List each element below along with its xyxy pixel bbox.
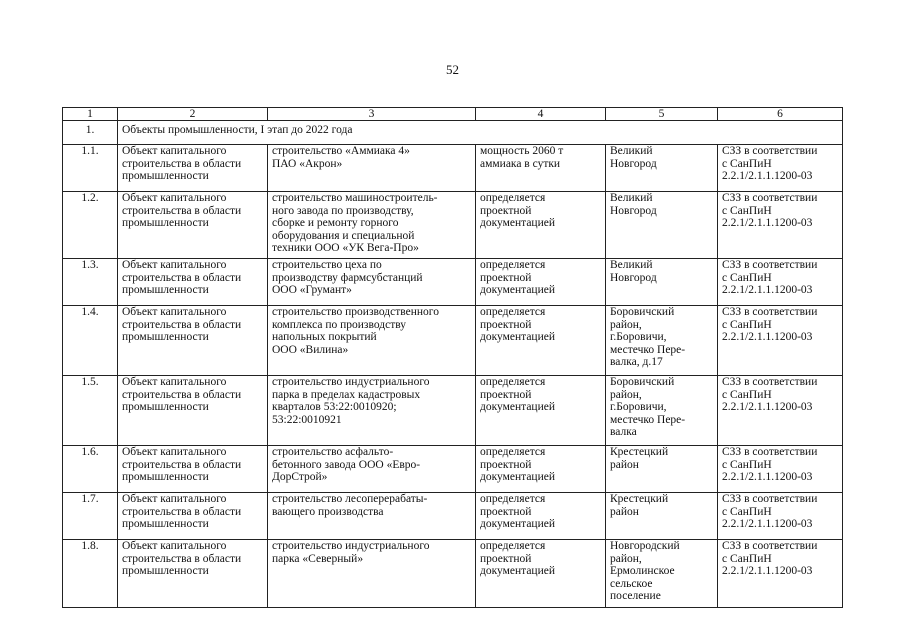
column-header: 6 xyxy=(718,108,843,121)
description-cell xyxy=(268,540,476,608)
cell-line: СЗЗ в соответствии xyxy=(722,446,818,458)
cell-line: проектной xyxy=(480,204,532,217)
cell-line: промышленности xyxy=(122,518,209,530)
object-type-cell xyxy=(118,306,268,376)
cell-line: местечко Пере- xyxy=(610,413,686,426)
cell-line: строительство производственного xyxy=(272,306,439,318)
cell-line: 2.2.1/2.1.1.1200-03 xyxy=(722,331,813,343)
cell-line: валка xyxy=(610,426,637,438)
cell-line: СЗЗ в соответствии xyxy=(722,145,818,157)
cell-line: СЗЗ в соответствии xyxy=(722,306,818,318)
section-title: Объекты промышленности, I этап до 2022 года xyxy=(118,121,843,145)
cell-line: проектной xyxy=(480,552,532,565)
object-type-cell xyxy=(118,446,268,493)
row-number: 1.2. xyxy=(63,192,118,259)
description-cell xyxy=(268,446,476,493)
description-cell xyxy=(268,306,476,376)
cell-line: строительства в области xyxy=(122,271,242,284)
cell-line: кварталов 53:22:0010920; xyxy=(272,401,397,413)
cell-line: определяется xyxy=(480,493,546,505)
cell-line: промышленности xyxy=(122,170,209,182)
object-type-cell xyxy=(118,540,268,608)
row-number: 1.3. xyxy=(63,259,118,306)
table-row xyxy=(63,376,843,446)
sanitary-zone-cell xyxy=(718,493,843,540)
parameters-cell xyxy=(476,446,606,493)
cell-line: Объект капитального xyxy=(122,306,227,318)
cell-line: район, xyxy=(610,388,642,401)
cell-line: Объект капитального xyxy=(122,446,227,458)
cell-line: 2.2.1/2.1.1.1200-03 xyxy=(722,401,813,413)
cell-line: промышленности xyxy=(122,284,209,296)
table-row xyxy=(63,306,843,376)
cell-line: Великий xyxy=(610,145,653,157)
cell-line: техники ООО «УК Вега-Про» xyxy=(272,242,419,254)
sanitary-zone-cell xyxy=(718,540,843,608)
cell-line: строительство асфальто- xyxy=(272,446,394,458)
row-number: 1.1. xyxy=(63,145,118,192)
cell-line: промышленности xyxy=(122,565,209,577)
row-number: 1.7. xyxy=(63,493,118,540)
sanitary-zone-cell xyxy=(718,192,843,259)
row-number: 1.6. xyxy=(63,446,118,493)
column-number-row xyxy=(63,108,843,121)
location-cell xyxy=(606,493,718,540)
cell-line: строительство цеха по xyxy=(272,259,382,271)
cell-line: проектной xyxy=(480,271,532,284)
sanitary-zone-cell xyxy=(718,145,843,192)
cell-line: район xyxy=(610,505,639,518)
table-row xyxy=(63,192,843,259)
location-cell xyxy=(606,446,718,493)
cell-line: с СанПиН xyxy=(722,157,772,170)
cell-line: проектной xyxy=(480,388,532,401)
cell-line: строительства в области xyxy=(122,318,242,331)
description-cell xyxy=(268,376,476,446)
cell-line: г.Боровичи, xyxy=(610,331,667,343)
column-header: 4 xyxy=(476,108,606,121)
cell-line: г.Боровичи, xyxy=(610,401,667,413)
cell-line: Объект капитального xyxy=(122,259,227,271)
cell-line: СЗЗ в соответствии xyxy=(722,259,818,271)
table-row xyxy=(63,446,843,493)
table-row xyxy=(63,145,843,192)
objects-table xyxy=(62,107,843,608)
parameters-cell xyxy=(476,376,606,446)
parameters-cell xyxy=(476,259,606,306)
cell-line: комплекса по производству xyxy=(272,318,407,331)
cell-line: с СанПиН xyxy=(722,204,772,217)
row-number: 1.8. xyxy=(63,540,118,608)
table-row xyxy=(63,540,843,608)
cell-line: Крестецкий xyxy=(610,493,669,505)
location-cell xyxy=(606,259,718,306)
object-type-cell xyxy=(118,259,268,306)
cell-line: ПАО «Акрон» xyxy=(272,157,343,170)
location-cell xyxy=(606,376,718,446)
cell-line: ООО «Грумант» xyxy=(272,284,352,296)
object-type-cell xyxy=(118,145,268,192)
parameters-cell xyxy=(476,306,606,376)
cell-line: строительства в области xyxy=(122,157,242,170)
cell-line: с СанПиН xyxy=(722,318,772,331)
cell-line: с СанПиН xyxy=(722,271,772,284)
cell-line: промышленности xyxy=(122,217,209,229)
cell-line: 2.2.1/2.1.1.1200-03 xyxy=(722,284,813,296)
cell-line: сборке и ремонту горного xyxy=(272,217,399,229)
cell-line: определяется xyxy=(480,446,546,458)
cell-line: местечко Пере- xyxy=(610,343,686,356)
cell-line: Новгородский xyxy=(610,540,680,552)
column-header: 5 xyxy=(606,108,718,121)
cell-line: Объект капитального xyxy=(122,376,227,388)
cell-line: строительство индустриального xyxy=(272,376,430,388)
cell-line: поселение xyxy=(610,590,661,602)
cell-line: строительства в области xyxy=(122,204,242,217)
cell-line: строительства в области xyxy=(122,458,242,471)
cell-line: документацией xyxy=(480,331,555,343)
cell-line: документацией xyxy=(480,565,555,577)
cell-line: строительства в области xyxy=(122,552,242,565)
location-cell xyxy=(606,540,718,608)
cell-line: определяется xyxy=(480,376,546,388)
cell-line: проектной xyxy=(480,458,532,471)
cell-line: сельское xyxy=(610,577,653,590)
table-body xyxy=(63,121,843,608)
cell-line: с СанПиН xyxy=(722,458,772,471)
cell-line: строительства в области xyxy=(122,388,242,401)
cell-line: документацией xyxy=(480,217,555,229)
description-cell xyxy=(268,192,476,259)
cell-line: Объект капитального xyxy=(122,145,227,157)
cell-line: район, xyxy=(610,552,642,565)
cell-line: Боровичский xyxy=(610,306,675,318)
cell-line: район, xyxy=(610,318,642,331)
cell-line: СЗЗ в соответствии xyxy=(722,540,818,552)
cell-line: определяется xyxy=(480,259,546,271)
cell-line: СЗЗ в соответствии xyxy=(722,192,818,204)
cell-line: 2.2.1/2.1.1.1200-03 xyxy=(722,170,813,182)
sanitary-zone-cell xyxy=(718,259,843,306)
cell-line: документацией xyxy=(480,518,555,530)
cell-line: Боровичский xyxy=(610,376,675,388)
cell-line: проектной xyxy=(480,318,532,331)
cell-line: документацией xyxy=(480,284,555,296)
cell-line: район xyxy=(610,458,639,471)
cell-line: документацией xyxy=(480,471,555,483)
cell-line: ООО «Вилина» xyxy=(272,343,349,356)
cell-line: Великий xyxy=(610,192,653,204)
cell-line: Крестецкий xyxy=(610,446,669,458)
cell-line: промышленности xyxy=(122,331,209,343)
cell-line: определяется xyxy=(480,192,546,204)
object-type-cell xyxy=(118,376,268,446)
parameters-cell xyxy=(476,540,606,608)
description-cell xyxy=(268,493,476,540)
location-cell xyxy=(606,145,718,192)
cell-line: парка в пределах кадастровых xyxy=(272,388,421,401)
cell-line: строительство индустриального xyxy=(272,540,430,552)
section-number: 1. xyxy=(63,121,118,145)
cell-line: документацией xyxy=(480,401,555,413)
description-cell xyxy=(268,145,476,192)
cell-line: напольных покрытий xyxy=(272,331,377,343)
cell-line: вающего производства xyxy=(272,505,384,518)
cell-line: определяется xyxy=(480,540,546,552)
table-row xyxy=(63,259,843,306)
cell-line: СЗЗ в соответствии xyxy=(722,376,818,388)
cell-line: валка, д.17 xyxy=(610,356,663,368)
sanitary-zone-cell xyxy=(718,376,843,446)
cell-line: промышленности xyxy=(122,401,209,413)
location-cell xyxy=(606,306,718,376)
section-row xyxy=(63,121,843,145)
cell-line: бетонного завода ООО «Евро- xyxy=(272,458,421,471)
cell-line: с СанПиН xyxy=(722,388,772,401)
cell-line: Великий xyxy=(610,259,653,271)
cell-line: 2.2.1/2.1.1.1200-03 xyxy=(722,471,813,483)
cell-line: Объект капитального xyxy=(122,493,227,505)
cell-line: строительство машиностроитель- xyxy=(272,192,438,204)
column-header: 3 xyxy=(268,108,476,121)
cell-line: с СанПиН xyxy=(722,505,772,518)
cell-line: промышленности xyxy=(122,471,209,483)
cell-line: производству фармсубстанций xyxy=(272,271,423,284)
table-row xyxy=(63,493,843,540)
object-type-cell xyxy=(118,192,268,259)
cell-line: оборудования и специальной xyxy=(272,229,415,242)
object-type-cell xyxy=(118,493,268,540)
cell-line: проектной xyxy=(480,505,532,518)
cell-line: Объект капитального xyxy=(122,192,227,204)
cell-line: ного завода по производству, xyxy=(272,204,414,217)
cell-line: Ермолинское xyxy=(610,565,675,577)
cell-line: СЗЗ в соответствии xyxy=(722,493,818,505)
cell-line: строительство лесоперерабаты- xyxy=(272,493,428,505)
page-number: 52 xyxy=(446,62,459,77)
row-number: 1.5. xyxy=(63,376,118,446)
cell-line: 2.2.1/2.1.1.1200-03 xyxy=(722,518,813,530)
row-number: 1.4. xyxy=(63,306,118,376)
parameters-cell xyxy=(476,192,606,259)
parameters-cell xyxy=(476,145,606,192)
location-cell xyxy=(606,192,718,259)
cell-line: строительство «Аммиака 4» xyxy=(272,145,410,157)
cell-line: ДорСтрой» xyxy=(272,471,328,483)
cell-line: 53:22:0010921 xyxy=(272,413,342,426)
cell-line: аммиака в сутки xyxy=(480,157,561,170)
cell-line: с СанПиН xyxy=(722,552,772,565)
sanitary-zone-cell xyxy=(718,446,843,493)
cell-line: парка «Северный» xyxy=(272,552,364,565)
parameters-cell xyxy=(476,493,606,540)
cell-line: 2.2.1/2.1.1.1200-03 xyxy=(722,565,813,577)
cell-line: Новгород xyxy=(610,271,657,284)
column-header: 1 xyxy=(63,108,118,121)
cell-line: мощность 2060 т xyxy=(480,145,564,157)
cell-line: Новгород xyxy=(610,204,657,217)
column-header: 2 xyxy=(118,108,268,121)
cell-line: определяется xyxy=(480,306,546,318)
cell-line: Объект капитального xyxy=(122,540,227,552)
cell-line: 2.2.1/2.1.1.1200-03 xyxy=(722,217,813,229)
sanitary-zone-cell xyxy=(718,306,843,376)
cell-line: строительства в области xyxy=(122,505,242,518)
description-cell xyxy=(268,259,476,306)
cell-line: Новгород xyxy=(610,157,657,170)
